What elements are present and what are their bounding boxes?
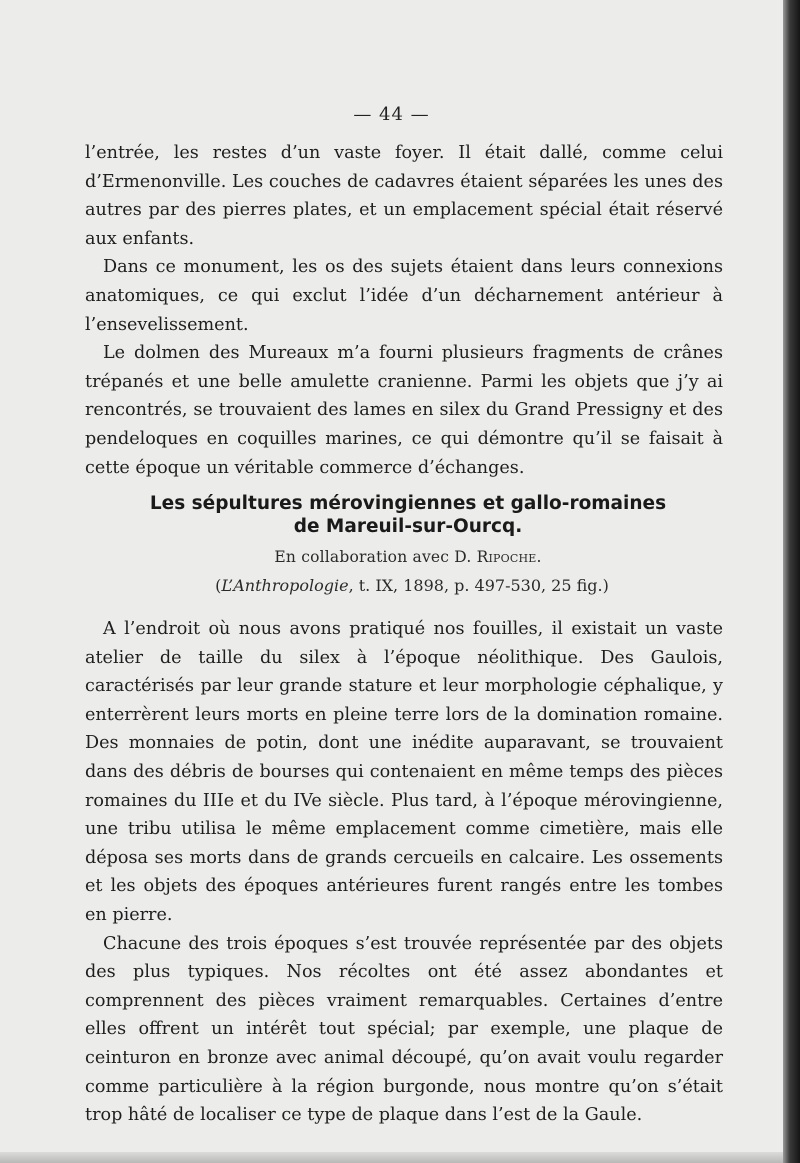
paragraph: Chacune des trois époques s’est trouvée représentée par des objets des plus typiques. Nos récoltes ont été assez abondantes et comprennent des pièces vraiment remarquables. Certaines d’entre elles offrent un intérêt tout spécial; par exemple, une plaque de ceinturon en bronze avec animal découpé, qu’on avait voulu regarder comme particulière à la région burgonde, nous montre qu’on s’était trop hâté de localiser ce type de plaque dans l’est de la Gaule. [85,933,723,1126]
page-bottom-edge [0,1152,783,1163]
page-number: — 44 — [353,104,430,125]
reference-line [12,576,783,595]
paragraph: A l’endroit où nous avons pratiqué nos fouilles, il existait un vaste atelier de taille du silex à l’époque néolithique. Des Gaulois, caractérisés par leur grande stature et leur morphologie céphalique, y enterrèrent leurs morts en pleine terre lors de la domination romaine. Des monnaies de potin, dont une inédite auparavant, se trouvaient dans des débris de bourses qui contenaient en même temps des pièces romaines du IIIe et du IVe siècle. Plus tard, à l’époque mérovingienne, une tribu utilisa le même emplacement comme cimetière, mais elle déposa ses morts dans de grands cercueils en calcaire. Les ossements et les objets des époques antérieures furent rangés entre les tombes en pierre. [85,619,723,925]
scan-right-edge [783,0,800,1163]
section-title-line-2: de Mareuil-sur-Ourcq. [293,516,523,537]
reference-details: , t. IX, 1898, p. 497-530, 25 fig.) [348,576,609,595]
paragraph: Le dolmen des Mureaux m’a fourni plusieurs fragments de crânes trépanés et une belle amulette cranienne. Parmi les objets que j’y ai rencontrés, se trouvaient des lames en silex du Grand Pressigny et des pendeloques en coquilles marines, ce qui démontre qu’il se faisait à cette époque un véritable commerce d’échanges. [85,343,723,478]
section-title-line-1: Les sépultures mérovingiennes et gallo-romaines [149,493,667,514]
reference-open: ( [215,576,222,595]
collaborator-name: Ripoche. [476,548,542,566]
reference-journal: L’Anthropologie [221,576,349,595]
paragraph: Dans ce monument, les os des sujets étaient dans leurs connexions anatomiques, ce qui exclut l’idée d’un décharnement antérieur à l’ensevelissement. [85,257,723,335]
collaboration-prefix: En collaboration avec D. [274,548,477,566]
text-block-top [85,139,723,482]
paragraph: l’entrée, les restes d’un vaste foyer. Il était dallé, comme celui d’Ermenonville. Les couches de cadavres étaient séparées les unes des autres par des pierres plates, et un emplacement spécial était réservé aux enfants. [85,143,723,249]
collaboration-line [8,548,783,566]
text-block-bottom [85,615,723,1130]
